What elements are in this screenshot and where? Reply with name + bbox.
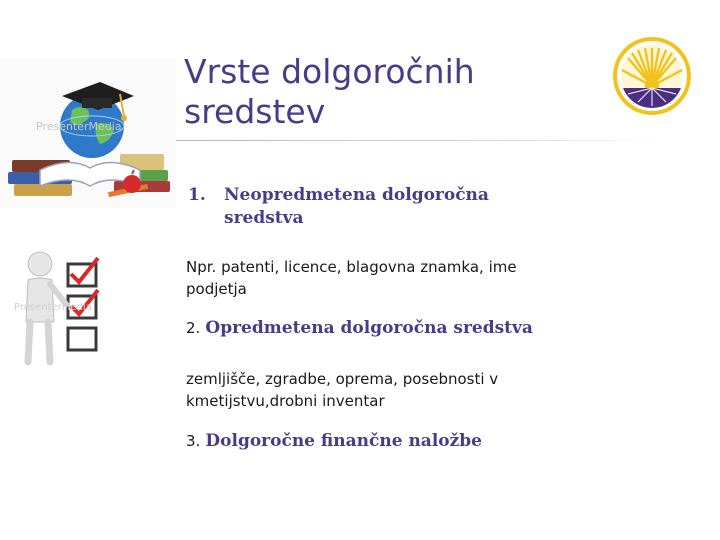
list-item-3-heading: Dolgoročne finančne naložbe <box>205 431 482 451</box>
list-item-1-description <box>186 256 586 300</box>
list-item-1-heading-line1: Neopredmetena dolgoročna <box>224 185 489 205</box>
globe-books-illustration <box>0 58 176 208</box>
books-watermark: PresenterMedia <box>36 120 122 133</box>
list-item-2 <box>186 318 606 338</box>
slide-title-line2: sredstev <box>184 92 326 131</box>
list-item-1 <box>188 184 588 230</box>
title-divider <box>172 140 662 141</box>
slide-title <box>184 52 604 132</box>
list-item-1-description-line1: Npr. patenti, licence, blagovna znamka, ime <box>186 258 517 276</box>
slide-title-line1: Vrste dolgoročnih <box>184 52 475 91</box>
list-item-1-heading-line2: sredstva <box>224 208 304 228</box>
list-item-1-description-line2: podjetja <box>186 280 247 298</box>
list-item-2-heading: Opredmetena dolgoročna sredstva <box>205 318 533 338</box>
list-item-3 <box>186 431 606 451</box>
checklist-figure-illustration <box>14 244 118 374</box>
list-item-2-description-line2: kmetijstvu,drobni inventar <box>186 392 385 410</box>
list-item-3-number: 3. <box>186 432 201 450</box>
list-item-2-description-line1: zemljišče, zgradbe, oprema, posebnosti v <box>186 370 499 388</box>
list-item-2-description <box>186 368 586 412</box>
list-item-2-number: 2. <box>186 319 201 337</box>
figure-watermark: PresenterMedia <box>14 302 92 313</box>
list-item-1-number: 1. <box>188 185 206 205</box>
sun-logo-icon <box>612 36 692 116</box>
